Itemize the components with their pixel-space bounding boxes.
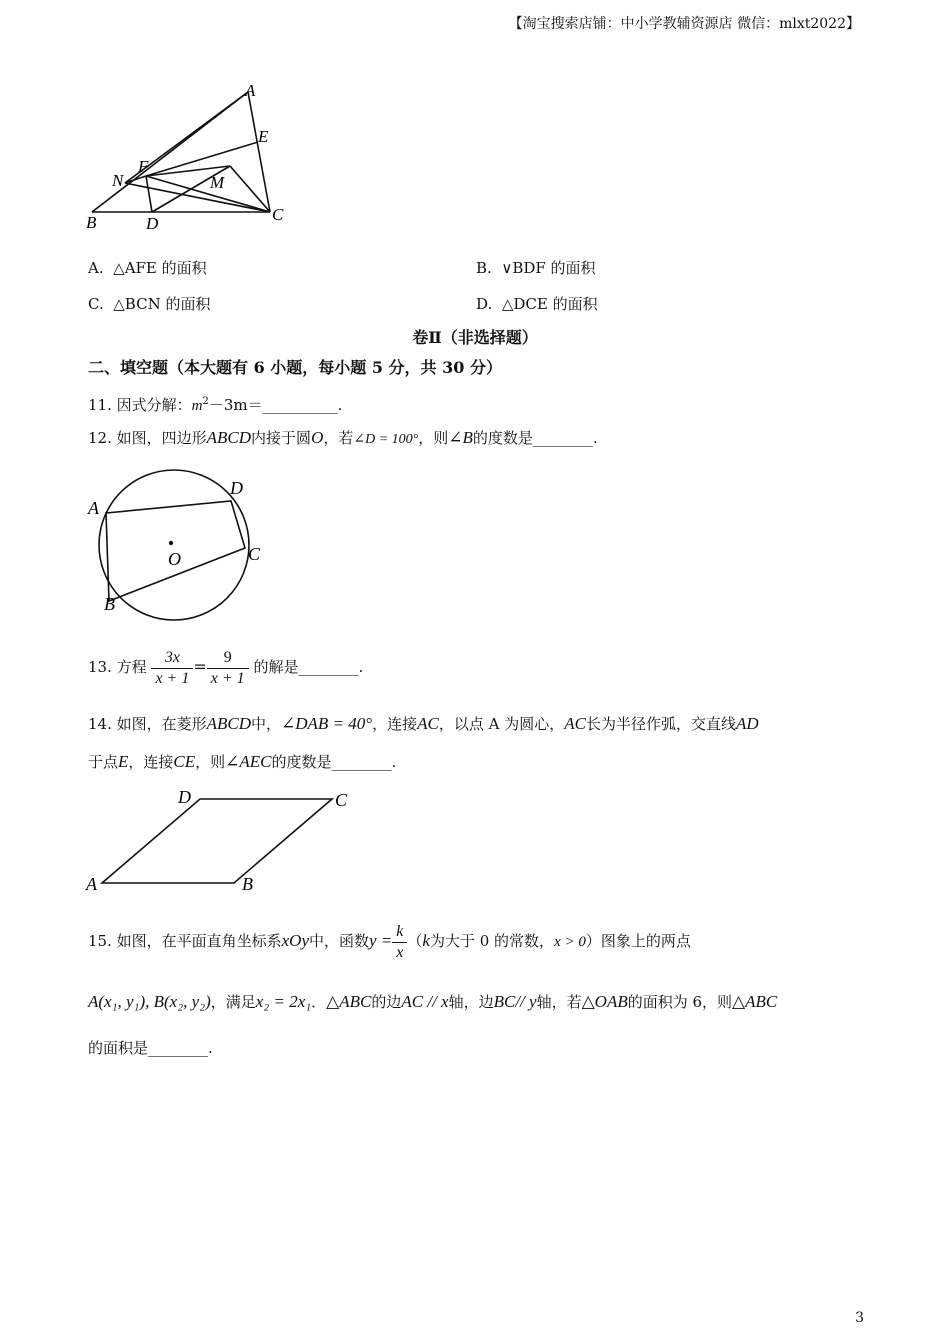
page-number: 3 (855, 1310, 864, 1326)
q10-triangle-figure (80, 80, 310, 235)
option-a: A. △AFE 的面积 (88, 259, 207, 277)
q14-label-D: D (178, 787, 191, 807)
q12-label-C: C (248, 544, 261, 564)
q10-label-F: F (138, 157, 149, 176)
q12-label-O: O (168, 549, 181, 569)
q12-label-D: D (230, 478, 243, 498)
option-d: D. △DCE 的面积 (476, 295, 598, 313)
q14-label-A: A (86, 874, 97, 894)
q10-label-D: D (146, 214, 159, 233)
question-15-line2: A(x₁, y₁), B(x₂, y₂)，满足x₂ = 2x₁．△ABC的边AC // x轴，边BC// y轴，若△OAB的面积为 6，则△ABC (88, 992, 778, 1011)
q12-label-A: A (88, 498, 99, 518)
q10-label-N: N (112, 171, 124, 190)
q14-rhombus-figure (82, 786, 362, 896)
q14-label-C: C (335, 790, 348, 810)
q14-label-B: B (242, 874, 253, 894)
section-heading: 二、填空题（本大题有 6 小题，每小题 5 分，共 30 分） (88, 358, 502, 377)
q10-label-C: C (272, 205, 284, 224)
q12-circle-figure (82, 462, 282, 622)
q10-label-B: B (86, 213, 97, 232)
q10-label-A: A (245, 81, 256, 100)
q10-label-E: E (258, 127, 269, 146)
question-14-line1: 14. 如图，在菱形ABCD中，∠DAB = 40°，连接AC，以点 A 为圆心，AC长为半径作弧，交直线AD (88, 714, 759, 733)
question-12: 12. 如图，四边形ABCD内接于圆O，若∠D = 100°，则∠B的度数是________. (88, 428, 598, 447)
question-11: 11. 因式分解：$m^2-3m=\_\_\_\_\_\_\_\_\_\_$. (88, 396, 343, 414)
header-text: 【淘宝搜索店铺：中小学教辅资源店 微信：mlxt2022】 (508, 16, 860, 32)
option-c: C. △BCN 的面积 (88, 295, 211, 313)
part2-title: 卷Ⅱ（非选择题） (412, 328, 538, 347)
q10-label-M: M (210, 173, 225, 192)
question-15-line3: 的面积是________. (88, 1039, 213, 1057)
question-13: 13. 方程 $\frac{3x}{x + 1}$ = $\frac{9}{x + 1}$ 的解是________. (88, 648, 364, 687)
q12-label-B: B (104, 594, 115, 614)
question-15-line1: 15. 如图，在平面直角坐标系xOy中，函数y = $\frac{k}{x}$ （k为大于 0 的常数，x > 0）图象上的两点 (88, 922, 691, 961)
question-14-line2: 于点E，连接CE，则∠AEC的度数是________. (88, 752, 397, 771)
option-b: B. ∨BDF 的面积 (476, 259, 596, 277)
